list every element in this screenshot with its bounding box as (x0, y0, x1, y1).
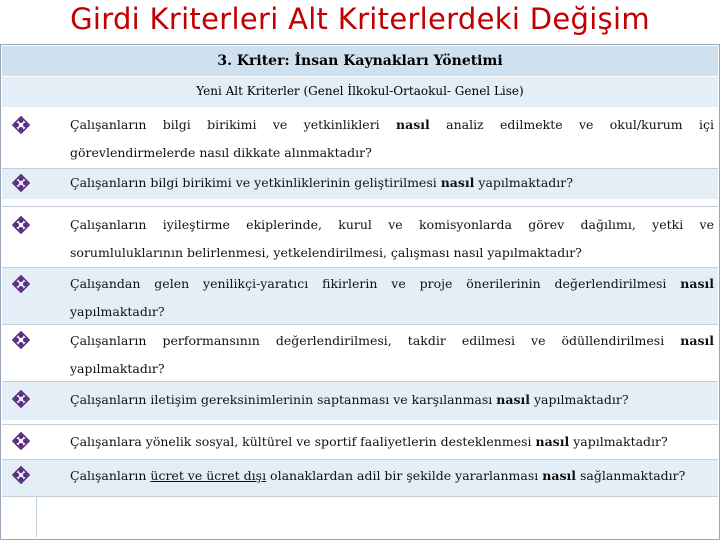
list-item (2, 325, 718, 381)
page-title: Girdi Kriterleri Alt Kriterlerdeki Değişim (70, 2, 650, 36)
diamond-dot-bullet-icon (12, 216, 30, 234)
empty-row-divider (36, 497, 37, 537)
list-item (2, 108, 718, 168)
diamond-dot-bullet-icon (12, 174, 30, 192)
list-item (2, 382, 718, 420)
item-text: Çalışanların ücret ve ücret dışı olanaklardan adil bir şekilde yararlanması nasıl sağlanmaktadır? (70, 468, 686, 483)
diamond-dot-bullet-icon (12, 275, 30, 293)
list-item (2, 169, 718, 199)
item-text: Çalışanlara yönelik sosyal, kültürel ve sportif faaliyetlerin desteklenmesi nasıl yapılmaktadır? (70, 434, 668, 449)
diamond-dot-bullet-icon (12, 466, 30, 484)
subcriteria-header: Yeni Alt Kriterler (Genel İlkokul-Ortaokul- Genel Lise) (2, 77, 718, 107)
list-item (2, 207, 718, 267)
item-text: Çalışandan gelen yenilikçi-yaratıcı fikirlerin ve proje önerilerinin değerlendirilmesi nasıl (70, 276, 714, 291)
item-text: Çalışanların iyileştirme ekiplerinde, kurul ve komisyonlarda görev dağılımı, yetki ve (70, 217, 714, 232)
item-text-continued: görevlendirmelerde nasıl dikkate alınmaktadır? (70, 145, 372, 160)
item-text: Çalışanların performansının değerlendirilmesi, takdir edilmesi ve ödüllendirilmesi nasıl (70, 333, 714, 348)
diamond-dot-bullet-icon (12, 331, 30, 349)
item-text: Çalışanların bilgi birikimi ve yetkinlikleri nasıl analiz edilmekte ve okul/kurum içi (70, 117, 714, 132)
list-item (2, 460, 718, 496)
item-text: Çalışanların iletişim gereksinimlerinin saptanması ve karşılanması nasıl yapılmaktadır? (70, 392, 629, 407)
list-item (2, 268, 718, 324)
list-item (2, 425, 718, 459)
item-text-continued: sorumluluklarının belirlenmesi, yetkelendirilmesi, çalışması nasıl yapılmaktadır? (70, 245, 582, 260)
diamond-dot-bullet-icon (12, 116, 30, 134)
item-text-continued: yapılmaktadır? (70, 304, 165, 319)
diamond-dot-bullet-icon (12, 390, 30, 408)
item-text: Çalışanların bilgi birikimi ve yetkinliklerinin geliştirilmesi nasıl yapılmaktadır? (70, 175, 573, 190)
criterion-header: 3. Kriter: İnsan Kaynakları Yönetimi (2, 46, 718, 76)
diamond-dot-bullet-icon (12, 432, 30, 450)
row-divider (2, 496, 718, 497)
item-text-continued: yapılmaktadır? (70, 361, 165, 376)
